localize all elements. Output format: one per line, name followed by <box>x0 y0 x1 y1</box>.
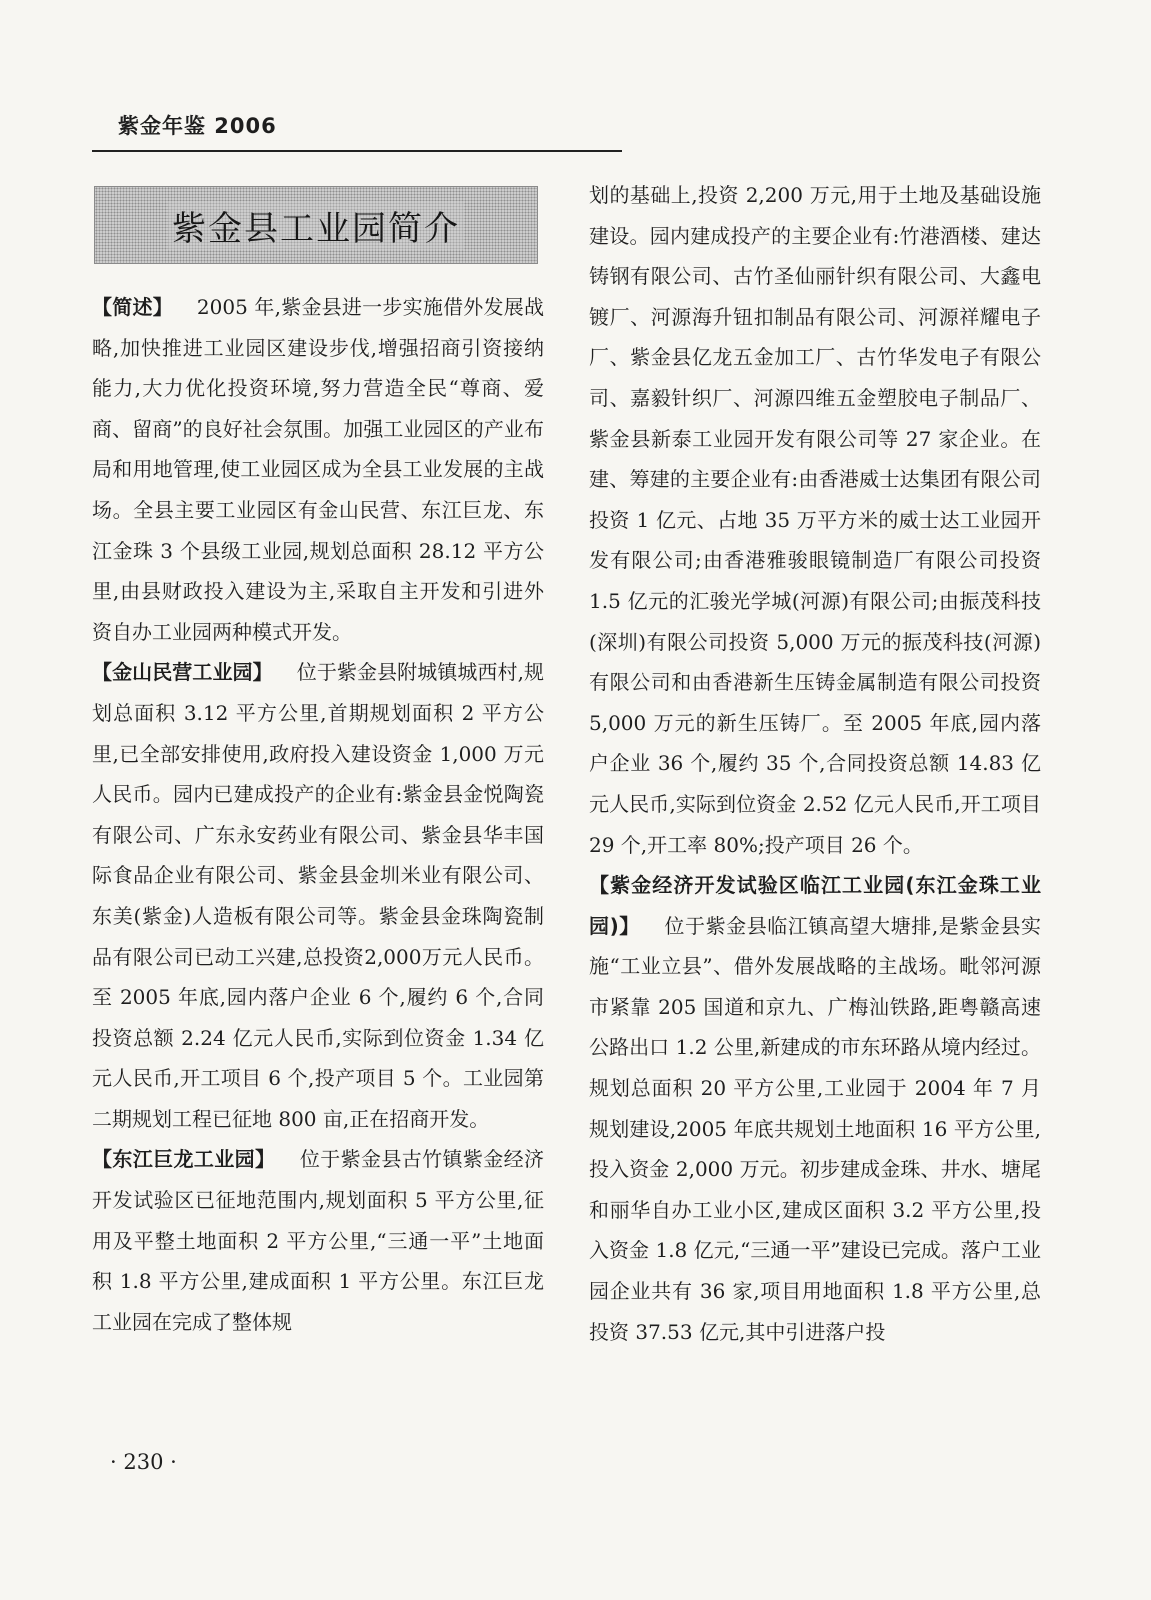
section-text: 位于紫金县古竹镇紫金经济开发试验区已征地范围内,规划面积 5 平方公里,征用及平整土地面积 2 平方公里,“三通一平”土地面积 1.8 平方公里,建成面积 1 平方公里。东江巨龙工业园在完成了整体规 <box>92 1147 545 1334</box>
section-jinshan-park <box>92 652 544 1139</box>
left-column <box>92 287 544 1342</box>
page-number: · 230 · <box>110 1450 177 1474</box>
article-title-box <box>94 186 538 264</box>
running-head: 紫金年鉴 2006 <box>118 114 277 138</box>
section-dongjiang-julong-park <box>92 1139 544 1342</box>
section-text: 位于紫金县附城镇城西村,规划总面积 3.12 平方公里,首期规划面积 2 平方公里,已全部安排使用,政府投入建设资金 1,000 万元人民币。园内已建成投产的企业有:紫金县金悦陶瓷有限公司、广东永安药业有限公司、紫金县华丰国际食品企业有限公司、紫金县金圳米业有限公司、东美(紫金)人造板有限公司等。紫金县金珠陶瓷制品有限公司已动工兴建,总投资2,000万元人民币。至 2005 年底,园内落户企业 6 个,履约 6 个,合同投资总额 2.24 亿元人民币,实际到位资金 1.34 亿元人民币,开工项目 6 个,投产项目 5 个。工业园第二期规划工程已征地 800 亩,正在招商开发。 <box>92 660 544 1131</box>
article-title: 紫金县工业园简介 <box>168 201 464 250</box>
section-tag: 【紫金经济开发试验区临江工业园(东江金珠工业园)】 <box>589 873 1041 938</box>
right-column <box>589 175 1041 1352</box>
section-text: 2005 年,紫金县进一步实施借外发展战略,加快推进工业园区建设步伐,增强招商引资接纳能力,大力优化投资环境,努力营造全民“尊商、爱商、留商”的良好社会氛围。加强工业园区的产业布局和用地管理,使工业园区成为全县工业发展的主战场。全县主要工业园区有金山民营、东江巨龙、东江金珠 3 个县级工业园,规划总面积 28.12 平方公里,由县财政投入建设为主,采取自主开发和引进外资自办工业园两种模式开发。 <box>92 295 544 644</box>
section-linjiang-park <box>589 865 1041 1352</box>
section-text: 位于紫金县临江镇高望大塘排,是紫金县实施“工业立县”、借外发展战略的主战场。毗邻河源市紧靠 205 国道和京九、广梅汕铁路,距粤赣高速公路出口 1.2 公里,新建成的市东环路从境内经过。规划总面积 20 平方公里,工业园于 2004 年 7 月规划建设,2005 年底共规划土地面积 16 平方公里,投入资金 2,000 万元。初步建成金珠、井水、塘尾和丽华自办工业小区,建成区面积 3.2 平方公里,投入资金 1.8 亿元,“三通一平”建设已完成。落户工业园企业共有 36 家,项目用地面积 1.8 平方公里,总投资 37.53 亿元,其中引进落户投 <box>589 913 1042 1344</box>
header-rule <box>92 150 622 152</box>
section-tag: 【简述】 <box>92 295 173 319</box>
section-text: 划的基础上,投资 2,200 万元,用于土地及基础设施建设。园内建成投产的主要企业有:竹港酒楼、建达铸钢有限公司、古竹圣仙丽针织有限公司、大鑫电镀厂、河源海升钮扣制品有限公司、河源祥耀电子厂、紫金县亿龙五金加工厂、古竹华发电子有限公司、嘉毅针织厂、河源四维五金塑胶电子制品厂、紫金县新泰工业园开发有限公司等 27 家企业。在建、筹建的主要企业有:由香港威士达集团有限公司投资 1 亿元、占地 35 万平方米的威士达工业园开发有限公司;由香港雅骏眼镜制造厂有限公司投资 1.5 亿元的汇骏光学城(河源)有限公司;由振茂科技(深圳)有限公司投资 5,000 万元的振茂科技(河源)有限公司和由香港新生压铸金属制造有限公司投资 5,000 万元的新生压铸厂。至 2005 年底,园内落户企业 36 个,履约 35 个,合同投资总额 14.83 亿元人民币,实际到位资金 2.52 亿元人民币,开工项目 29 个,开工率 80%;投产项目 26 个。 <box>589 183 1041 857</box>
section-tag: 【东江巨龙工业园】 <box>92 1147 276 1172</box>
section-overview <box>92 287 544 652</box>
section-julong-continued <box>589 175 1041 865</box>
section-tag: 【金山民营工业园】 <box>92 660 273 685</box>
